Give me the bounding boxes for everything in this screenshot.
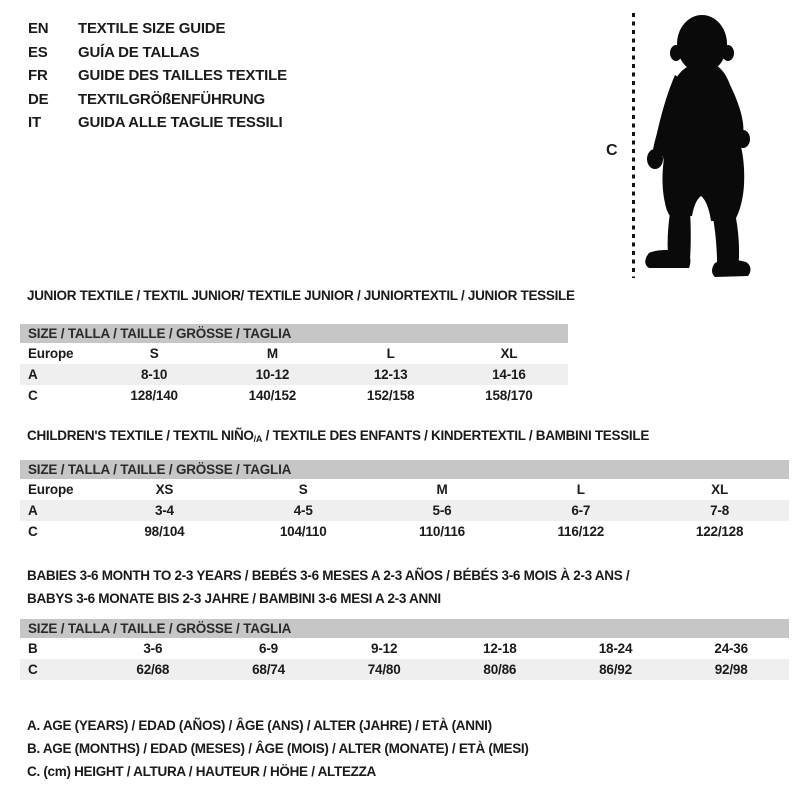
- language-title: TEXTILGRÖßENFÜHRUNG: [78, 90, 266, 108]
- table-cell: 18-24: [598, 641, 633, 656]
- language-row: [28, 41, 287, 65]
- table-cell: M: [436, 482, 448, 497]
- heading-line-1: BABIES 3-6 MONTH TO 2-3 YEARS / BEBÉS 3-6 MESES A 2-3 AÑOS / BÉBÉS 3-6 MOIS À 2-3 ANS /: [27, 568, 630, 583]
- table-cell: 24-36: [714, 641, 748, 656]
- table-cell: XL: [500, 346, 518, 361]
- table-cell: 98/104: [144, 524, 185, 539]
- table-cell: 12-13: [373, 367, 408, 382]
- babies-size-table: [20, 619, 789, 680]
- table-cell: 128/140: [130, 388, 178, 403]
- section-heading-children: [27, 428, 649, 444]
- table-cell: 4-5: [293, 503, 313, 518]
- heading-text: / TEXTILE DES ENFANTS / KINDERTEXTIL / BAMBINI TESSILE: [262, 428, 650, 443]
- language-code: EN: [28, 20, 49, 37]
- language-code: FR: [28, 67, 48, 85]
- language-row: [28, 88, 287, 112]
- table-cell: 122/128: [695, 524, 744, 539]
- table-cell: 110/116: [419, 524, 465, 539]
- language-title: GUIDE DES TAILLES TEXTILE: [78, 67, 287, 85]
- table-row-europe: [20, 343, 568, 364]
- size-header-bar: SIZE / TALLA / TAILLE / GRÖSSE / TAGLIA: [20, 324, 568, 343]
- table-cell: 104/110: [279, 524, 327, 539]
- language-list: [28, 17, 287, 135]
- language-title: GUIDA ALLE TAGLIE TESSILI: [78, 114, 283, 132]
- row-label: Europe: [28, 346, 74, 361]
- heading-line-2: BABYS 3-6 MONATE BIS 2-3 JAHRE / BAMBINI 3-6 MESI A 2-3 ANNI: [27, 591, 441, 606]
- table-cell: 92/98: [714, 662, 748, 677]
- row-label: Europe: [28, 482, 74, 497]
- language-title: GUÍA DE TALLAS: [78, 43, 200, 61]
- table-cell: M: [266, 346, 278, 361]
- language-code: ES: [28, 43, 48, 61]
- language-code: IT: [28, 114, 41, 132]
- language-title: TEXTILE SIZE GUIDE: [78, 20, 226, 37]
- table-row-months: [20, 638, 789, 659]
- table-cell: S: [298, 482, 308, 497]
- table-cell: 5-6: [432, 503, 452, 518]
- table-cell: 86/92: [599, 662, 632, 677]
- table-cell: 74/80: [367, 662, 401, 677]
- height-label-c: C: [606, 142, 618, 159]
- row-label: C: [28, 662, 38, 677]
- row-label: A: [28, 503, 38, 518]
- legend-line-a: A. AGE (YEARS) / EDAD (AÑOS) / ÂGE (ANS) / ALTER (JAHRE) / ETÀ (ANNI): [27, 718, 492, 733]
- heading-text: CHILDREN'S TEXTILE / TEXTIL NIÑO: [27, 428, 254, 443]
- table-row-age: [20, 364, 568, 385]
- table-cell: 12-18: [483, 641, 517, 656]
- table-cell: XL: [711, 482, 729, 497]
- children-size-table: [20, 460, 789, 542]
- table-cell: L: [386, 346, 395, 361]
- junior-size-table: [20, 324, 568, 406]
- table-cell: 140/152: [248, 388, 297, 403]
- legend-line-c: C. (cm) HEIGHT / ALTURA / HAUTEUR / HÖHE / ALTEZZA: [27, 764, 376, 780]
- row-label: A: [28, 367, 38, 382]
- table-cell: 9-12: [371, 641, 398, 656]
- section-heading-junior: JUNIOR TEXTILE / TEXTIL JUNIOR/ TEXTILE JUNIOR / JUNIORTEXTIL / JUNIOR TESSILE: [27, 288, 575, 303]
- table-cell: 3-6: [143, 641, 163, 656]
- table-cell: 7-8: [710, 503, 730, 518]
- row-label: C: [28, 388, 38, 403]
- row-label: C: [28, 524, 38, 539]
- table-cell: 80/86: [483, 662, 517, 677]
- table-cell: 8-10: [141, 367, 168, 382]
- table-cell: 6-7: [571, 503, 591, 518]
- table-row-europe: [20, 479, 789, 500]
- table-cell: S: [149, 346, 159, 361]
- table-cell: 152/158: [366, 388, 415, 403]
- legend-line-b: B. AGE (MONTHS) / EDAD (MESES) / ÂGE (MOIS) / ALTER (MONATE) / ETÀ (MESI): [27, 741, 529, 757]
- table-row-height: [20, 385, 568, 406]
- child-silhouette: [643, 13, 755, 278]
- table-row-age: [20, 500, 789, 521]
- table-cell: 3-4: [154, 503, 174, 518]
- size-header-bar: SIZE / TALLA / TAILLE / GRÖSSE / TAGLIA: [20, 619, 789, 638]
- row-label: B: [28, 641, 38, 656]
- language-code: DE: [28, 90, 49, 108]
- height-measure-dotted-line: [632, 13, 635, 278]
- table-row-height: [20, 659, 789, 680]
- language-row: [28, 17, 287, 41]
- size-header-bar: SIZE / TALLA / TAILLE / GRÖSSE / TAGLIA: [20, 460, 789, 479]
- language-row: [28, 64, 287, 88]
- measurement-legend: [27, 714, 529, 784]
- table-cell: 6-9: [259, 641, 278, 656]
- table-cell: 62/68: [136, 662, 170, 677]
- language-row: [28, 111, 287, 135]
- table-cell: 14-16: [492, 367, 526, 382]
- table-cell: L: [576, 482, 585, 497]
- section-heading-babies: [27, 564, 629, 610]
- table-cell: XS: [155, 482, 174, 497]
- table-cell: 116/122: [557, 524, 605, 539]
- heading-subscript: /A: [253, 434, 263, 444]
- table-cell: 10-12: [255, 367, 290, 382]
- table-cell: 68/74: [252, 662, 285, 677]
- table-cell: 158/170: [485, 388, 533, 403]
- table-row-height: [20, 521, 789, 542]
